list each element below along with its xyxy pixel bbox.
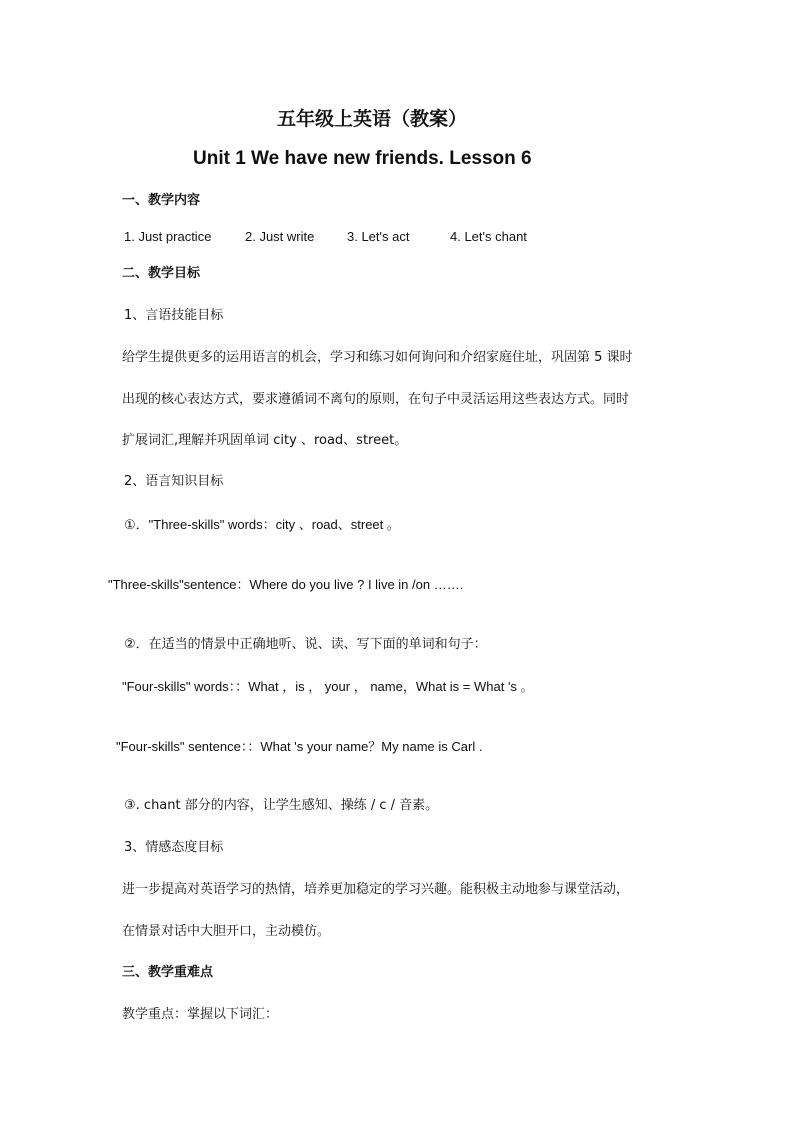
goal1-heading: 1、言语技能目标 — [124, 308, 224, 323]
content-item: 2. Just write — [245, 229, 315, 244]
page-title: 五年级上英语（教案） — [277, 108, 468, 130]
goal2-item3: ③. chant 部分的内容，让学生感知、操练 / c / 音素。 — [124, 798, 439, 813]
goal2-item1: ①．"Three-skills" words：city 、road、street 。 — [124, 517, 400, 532]
goal1-line: 出现的核心表达方式，要求遵循词不离句的原则，在句子中灵活运用这些表达方式。同时 — [122, 392, 630, 407]
heading-goals: 二、教学目标 — [122, 266, 201, 281]
goal3-line: 进一步提高对英语学习的热情，培养更加稳定的学习兴趣。能积极主动地参与课堂活动， — [122, 882, 630, 897]
goal3-line: 在情景对话中大胆开口，主动模仿。 — [122, 924, 331, 939]
goal1-line: 扩展词汇,理解并巩固单词 city 、road、street。 — [122, 433, 408, 448]
goal2-heading: 2、语言知识目标 — [124, 474, 224, 489]
page-subtitle: Unit 1 We have new friends. Lesson 6 — [193, 148, 532, 169]
goal2-sentence2: "Four-skills" sentence：：What 's your name？My name is Carl . — [116, 739, 483, 754]
goal2-sentence1: "Three-skills"sentence：Where do you live ? I live in /on ……. — [108, 577, 464, 592]
content-item: 3. Let's act — [347, 229, 410, 244]
goal3-heading: 3、情感态度目标 — [124, 840, 224, 855]
heading-content: 一、教学内容 — [122, 193, 201, 208]
content-item: 4. Let's chant — [450, 229, 527, 244]
content-item: 1. Just practice — [124, 229, 212, 244]
goal1-line: 给学生提供更多的运用语言的机会，学习和练习如何询问和介绍家庭住址，巩固第 5 课时 — [122, 350, 633, 365]
goal2-words: "Four-skills" words：：What ，is ， your ， name，What is = What 's 。 — [122, 679, 534, 694]
goal2-item2: ②．在适当的情景中正确地听、说、读、写下面的单词和句子： — [124, 637, 487, 652]
heading-focus: 三、教学重难点 — [122, 965, 214, 980]
focus-line: 教学重点：掌握以下词汇： — [122, 1007, 279, 1022]
